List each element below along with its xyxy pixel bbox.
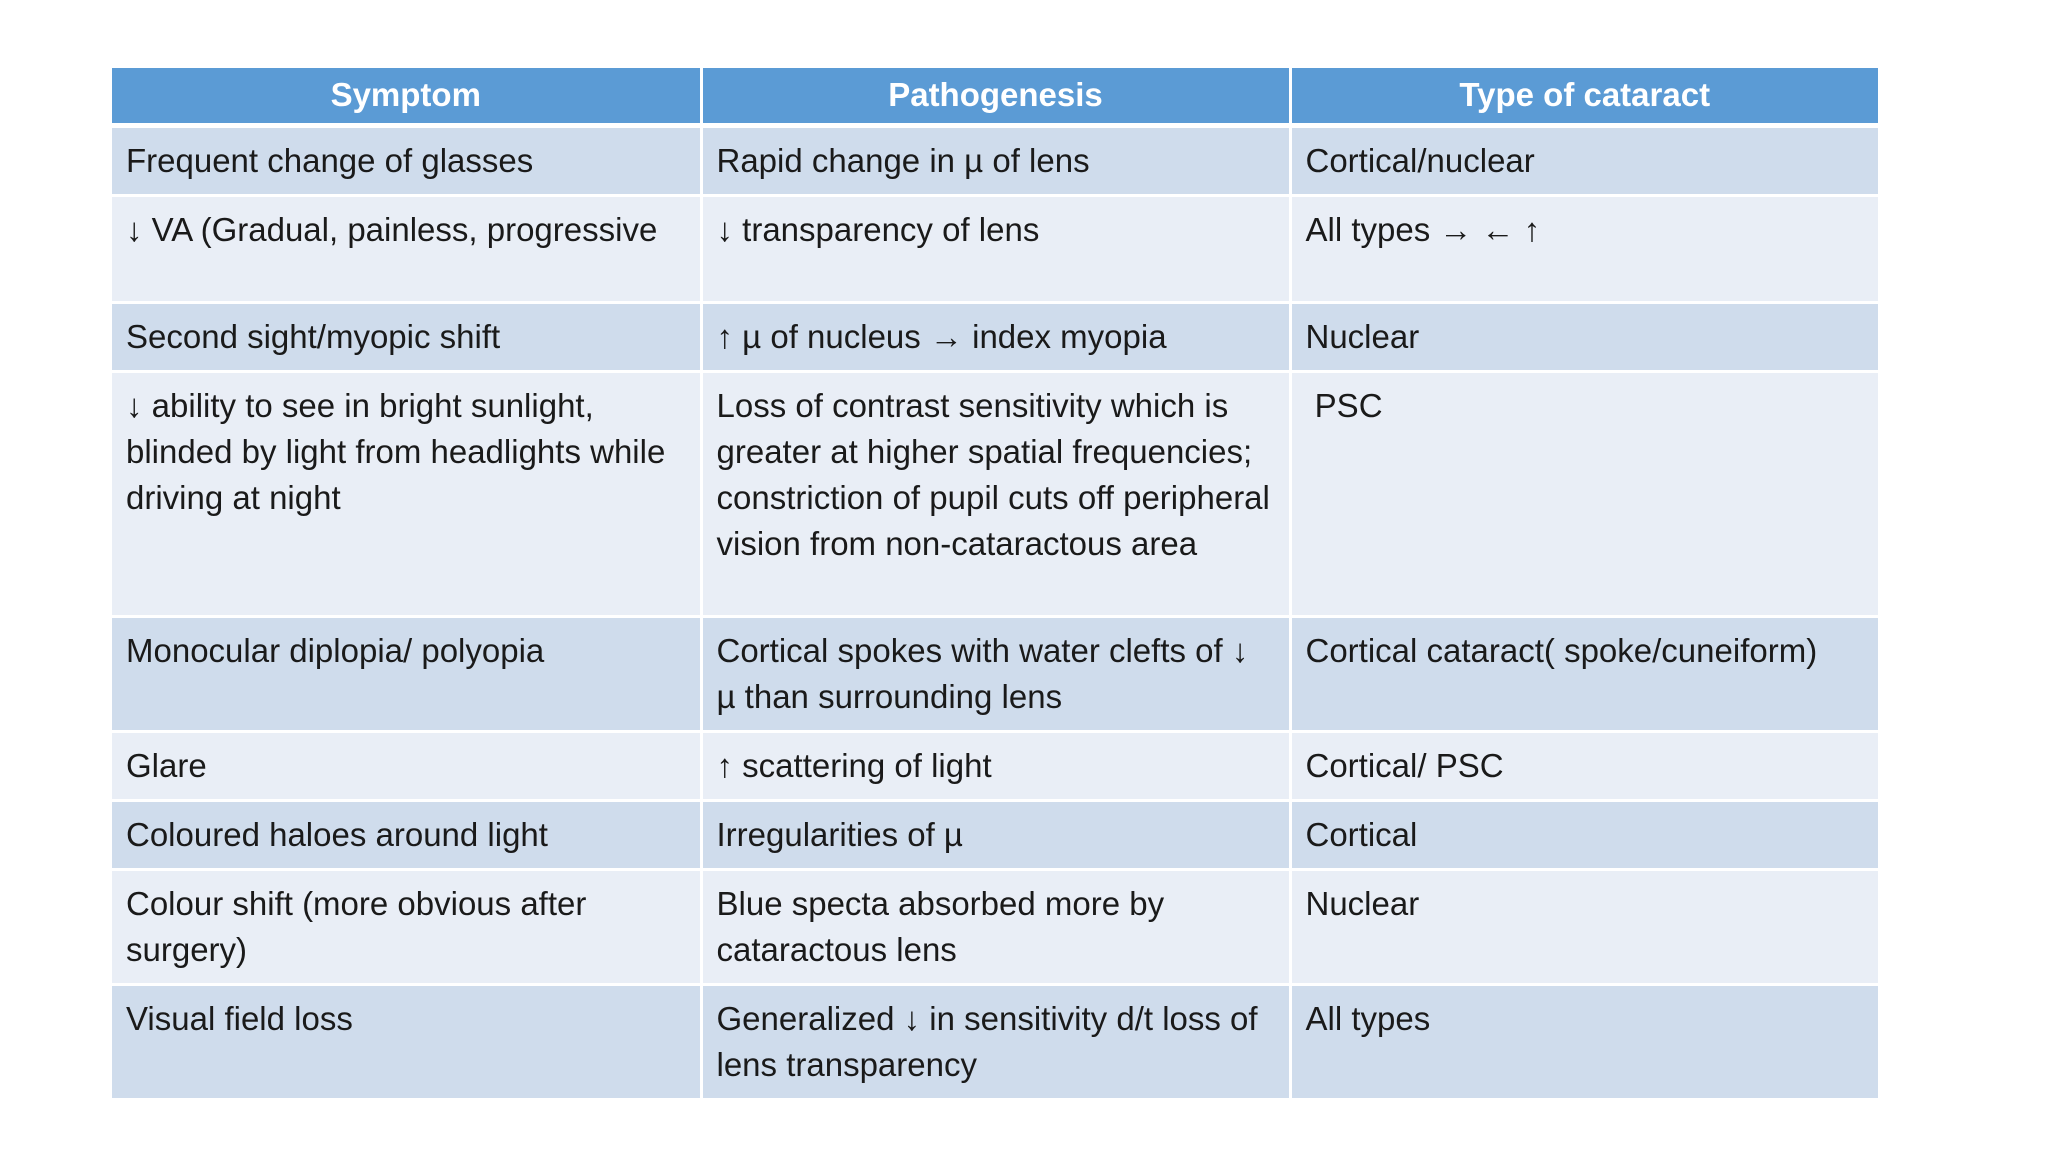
symptom-cell: Colour shift (more obvious after surgery) <box>112 869 701 984</box>
pathogenesis-cell: Loss of contrast sensitivity which is greater at higher spatial frequencies; constriction of pupil cuts off peripheral vision from non-cataractous area <box>701 371 1290 616</box>
symptom-cell: ↓ ability to see in bright sunlight, blinded by light from headlights while driving at night <box>112 371 701 616</box>
header-pathogenesis: Pathogenesis <box>701 68 1290 125</box>
cataract-type-cell: Cortical/nuclear <box>1290 125 1878 195</box>
table-row <box>112 731 1878 800</box>
table-row <box>112 800 1878 869</box>
cataract-type-cell: All types → ← ↑ <box>1290 195 1878 302</box>
cataract-symptoms-table <box>112 68 1878 1098</box>
cataract-type-cell: Cortical <box>1290 800 1878 869</box>
table-row <box>112 869 1878 984</box>
header-row <box>112 68 1878 125</box>
symptom-cell: Monocular diplopia/ polyopia <box>112 616 701 731</box>
symptom-cell: ↓ VA (Gradual, painless, progressive <box>112 195 701 302</box>
pathogenesis-cell: ↑ scattering of light <box>701 731 1290 800</box>
pathogenesis-cell: ↑ µ of nucleus → index myopia <box>701 302 1290 371</box>
cataract-type-cell: Nuclear <box>1290 302 1878 371</box>
symptom-cell: Second sight/myopic shift <box>112 302 701 371</box>
header-type-of-cataract: Type of cataract <box>1290 68 1878 125</box>
cataract-type-cell: Cortical/ PSC <box>1290 731 1878 800</box>
table-row <box>112 125 1878 195</box>
pathogenesis-cell: Irregularities of µ <box>701 800 1290 869</box>
pathogenesis-cell: Cortical spokes with water clefts of ↓ µ than surrounding lens <box>701 616 1290 731</box>
cataract-type-cell: PSC <box>1290 371 1878 616</box>
symptom-cell: Frequent change of glasses <box>112 125 701 195</box>
cataract-type-cell: Nuclear <box>1290 869 1878 984</box>
table-row <box>112 616 1878 731</box>
symptom-cell: Coloured haloes around light <box>112 800 701 869</box>
table-row <box>112 371 1878 616</box>
pathogenesis-cell: ↓ transparency of lens <box>701 195 1290 302</box>
pathogenesis-cell: Rapid change in µ of lens <box>701 125 1290 195</box>
table-row <box>112 195 1878 302</box>
cataract-type-cell: All types <box>1290 984 1878 1098</box>
cataract-type-cell: Cortical cataract( spoke/cuneiform) <box>1290 616 1878 731</box>
pathogenesis-cell: Generalized ↓ in sensitivity d/t loss of lens transparency <box>701 984 1290 1098</box>
pathogenesis-cell: Blue specta absorbed more by cataractous lens <box>701 869 1290 984</box>
symptom-cell: Visual field loss <box>112 984 701 1098</box>
header-symptom: Symptom <box>112 68 701 125</box>
table-row <box>112 984 1878 1098</box>
symptom-cell: Glare <box>112 731 701 800</box>
table-row <box>112 302 1878 371</box>
